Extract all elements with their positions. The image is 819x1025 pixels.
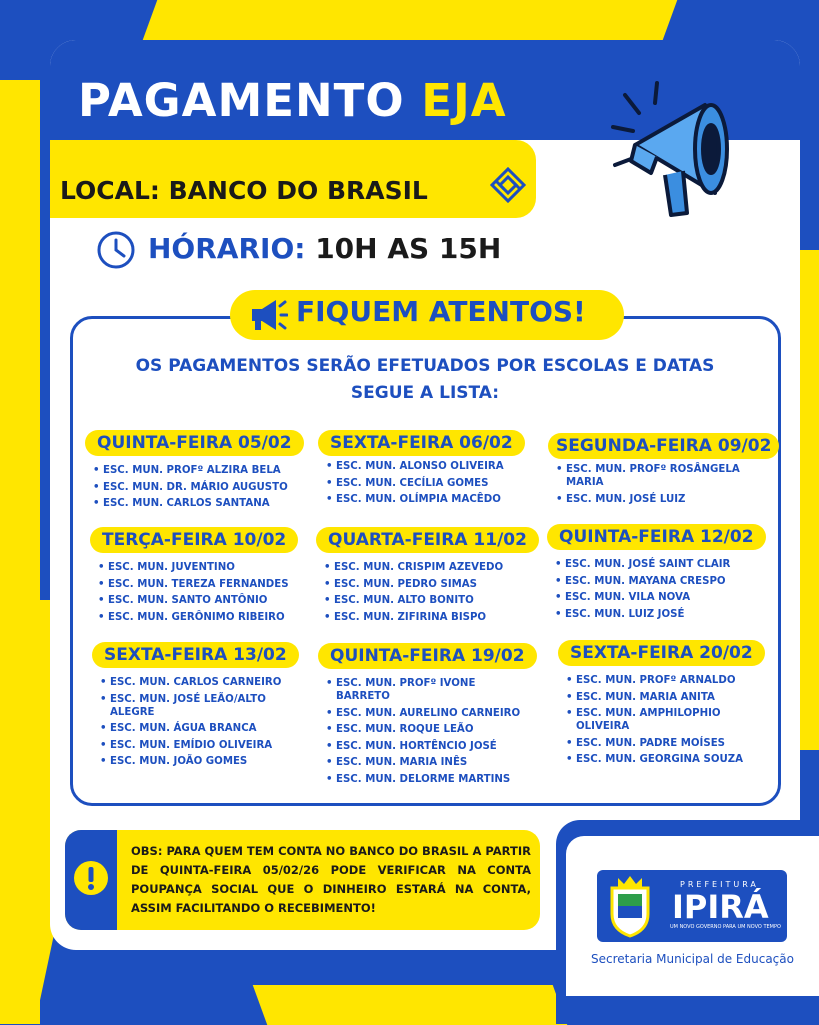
school-item: • ESC. MUN. JOÃO GOMES	[110, 755, 302, 768]
horario-value: 10H AS 15H	[315, 232, 502, 265]
school-item: • ESC. MUN. AURELINO CARNEIRO	[336, 707, 533, 720]
day-block	[92, 642, 302, 772]
school-item: • ESC. MUN. ALONSO OLIVEIRA	[336, 460, 533, 473]
title-accent: EJA	[421, 74, 507, 127]
brand-prefeitura: PREFEITURA	[680, 880, 759, 889]
school-item: • ESC. MUN. PEDRO SIMAS	[334, 578, 531, 591]
day-heading: TERÇA-FEIRA 10/02	[90, 527, 298, 553]
obs-text: OBS: PARA QUEM TEM CONTA NO BANCO DO BRASIL A PARTIR DE QUINTA-FEIRA 05/02/26 PODE VERIFICAR NA CONTA POUPANÇA SOCIAL QUE O DINHEIRO ESTARÁ NA CONTA, ASSIM FACILITANDO O RECEBIMENTO!	[131, 844, 531, 915]
clock-icon	[96, 230, 136, 270]
day-block	[318, 430, 533, 510]
megaphone-icon	[595, 65, 755, 225]
school-item: • ESC. MUN. JOSÉ SAINT CLAIR	[565, 558, 762, 571]
day-block	[558, 640, 763, 770]
school-item: • ESC. MUN. OLÍMPIA MACÊDO	[336, 493, 533, 506]
day-heading: QUINTA-FEIRA 12/02	[547, 524, 766, 550]
obs-box	[65, 830, 540, 930]
atentos-label: FIQUEM ATENTOS!	[296, 295, 586, 328]
horario-line	[148, 232, 501, 265]
flyer-card	[50, 40, 800, 950]
day-heading: SEXTA-FEIRA 13/02	[92, 642, 299, 668]
day-heading: QUINTA-FEIRA 19/02	[318, 643, 537, 669]
day-heading: SEXTA-FEIRA 06/02	[318, 430, 525, 456]
school-list	[318, 460, 533, 506]
school-item: • ESC. MUN. ZIFIRINA BISPO	[334, 611, 531, 624]
school-item: • ESC. MUN. MARIA ANITA	[576, 691, 763, 704]
day-block	[548, 433, 772, 509]
school-item: • ESC. MUN. DELORME MARTINS	[336, 773, 533, 786]
title-main: PAGAMENTO	[78, 74, 422, 127]
school-item: • ESC. MUN. PROFº IVONE BARRETO	[336, 677, 486, 703]
school-list	[558, 674, 763, 766]
day-block	[85, 430, 295, 514]
school-item: • ESC. MUN. MAYANA CRESPO	[565, 575, 762, 588]
school-list	[85, 464, 295, 510]
brand-tagline: UM NOVO GOVERNO PARA UM NOVO TEMPO	[670, 924, 781, 930]
brand-secretaria: Secretaria Municipal de Educação	[591, 952, 794, 966]
bg-yellow-stripe-top	[143, 0, 678, 40]
school-item: • ESC. MUN. GEORGINA SOUZA	[576, 753, 763, 766]
exclamation-icon	[73, 860, 109, 896]
bg-yellow-stripe-bottom	[253, 985, 568, 1025]
day-heading: SEGUNDA-FEIRA 09/02	[548, 433, 779, 459]
horario-label: HÓRARIO:	[148, 232, 306, 265]
page-title	[78, 74, 507, 127]
school-list	[318, 677, 533, 786]
school-item: • ESC. MUN. HORTÊNCIO JOSÉ	[336, 740, 533, 753]
school-item: • ESC. MUN. JOSÉ LUIZ	[566, 493, 763, 506]
school-item: • ESC. MUN. TEREZA FERNANDES	[108, 578, 300, 591]
day-block	[90, 527, 300, 627]
school-item: • ESC. MUN. JOSÉ LEÃO/ALTO ALEGRE	[110, 693, 278, 719]
school-item: • ESC. MUN. VILA NOVA	[565, 591, 762, 604]
school-item: • ESC. MUN. PADRE MOÍSES	[576, 737, 763, 750]
day-block	[547, 524, 762, 624]
school-list	[316, 561, 531, 624]
brand-name: IPIRÁ	[672, 888, 769, 926]
day-heading: QUARTA-FEIRA 11/02	[316, 527, 539, 553]
school-item: • ESC. MUN. LUIZ JOSÉ	[565, 608, 762, 621]
school-item: • ESC. MUN. AMPHILOPHIO OLIVEIRA	[576, 707, 736, 733]
school-item: • ESC. MUN. ÁGUA BRANCA	[110, 722, 302, 735]
school-list	[90, 561, 300, 624]
ipira-coat-of-arms	[606, 874, 654, 938]
megaphone-small-icon	[248, 296, 288, 334]
school-list	[547, 558, 762, 621]
school-item: • ESC. MUN. PROFº ROSÂNGELA MARIA	[566, 463, 763, 489]
school-item: • ESC. MUN. CARLOS SANTANA	[103, 497, 295, 510]
day-block	[316, 527, 531, 627]
school-item: • ESC. MUN. CECÍLIA GOMES	[336, 477, 533, 490]
school-item: • ESC. MUN. PROFº ALZIRA BELA	[103, 464, 295, 477]
school-item: • ESC. MUN. ROQUE LEÃO	[336, 723, 533, 736]
school-item: • ESC. MUN. DR. MÁRIO AUGUSTO	[103, 481, 295, 494]
intro-text: OS PAGAMENTOS SERÃO EFETUADOS POR ESCOLAS E DATAS SEGUE A LISTA:	[135, 356, 715, 403]
day-heading: SEXTA-FEIRA 20/02	[558, 640, 765, 666]
school-item: • ESC. MUN. MARIA INÊS	[336, 756, 533, 769]
school-list	[92, 676, 302, 768]
school-item: • ESC. MUN. JUVENTINO	[108, 561, 300, 574]
school-item: • ESC. MUN. SANTO ANTÔNIO	[108, 594, 300, 607]
school-item: • ESC. MUN. EMÍDIO OLIVEIRA	[110, 739, 302, 752]
day-block	[318, 643, 533, 789]
school-item: • ESC. MUN. CARLOS CARNEIRO	[110, 676, 302, 689]
school-item: • ESC. MUN. PROFº ARNALDO	[576, 674, 763, 687]
school-list	[548, 463, 763, 506]
school-item: • ESC. MUN. CRISPIM AZEVEDO	[334, 561, 531, 574]
school-item: • ESC. MUN. ALTO BONITO	[334, 594, 531, 607]
school-item: • ESC. MUN. GERÔNIMO RIBEIRO	[108, 611, 300, 624]
banco-do-brasil-logo	[490, 167, 526, 203]
local-label: LOCAL: BANCO DO BRASIL	[60, 176, 428, 205]
day-heading: QUINTA-FEIRA 05/02	[85, 430, 304, 456]
